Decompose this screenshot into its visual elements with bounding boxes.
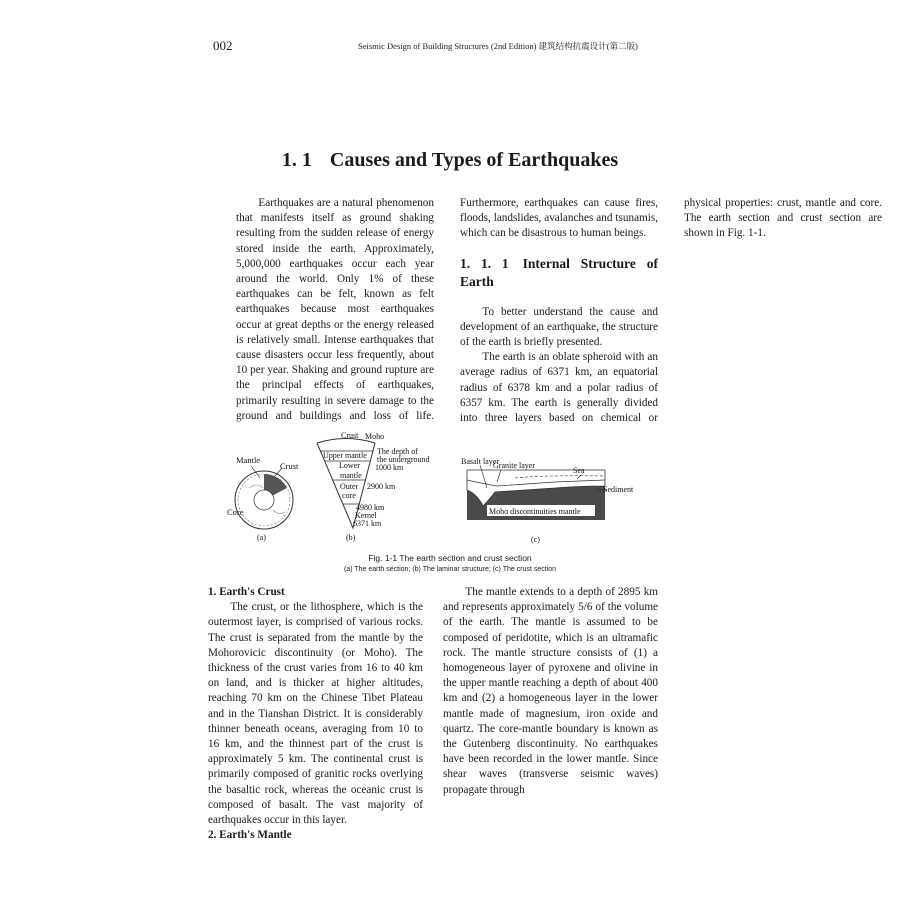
label-depth-1000: 1000 km	[375, 463, 404, 472]
label-sediment: Sediment	[603, 485, 634, 494]
panel-b-label: (b)	[346, 533, 356, 542]
section-title	[0, 149, 900, 172]
intro-paragraph: Earthquakes are a natural phenomenon that manifests itself as ground shaking resulting from the sudden release of energy stored inside the earth. Approximately, 5,000,000 earthquakes occur each year around the world. Only 1% of these earthquakes can be felt, known as felt earthquakes because most earthquakes occur at great depths or the energy released is relatively small. Intense earthquakes that cause disasters occur less frequently, about 10 per year. Shaking and ground rupture are the principal effects of earthquakes, primarily resulting in severe damage to the ground and buildings and loss of life. Furthermore, earthquakes can cause fires, floods, landslides, avalanches and tsunamis, which can be disastrous to human beings.	[236, 197, 658, 422]
label-lower-mantle-2: mantle	[340, 471, 362, 480]
upper-text-columns	[236, 196, 882, 428]
label-lower-mantle-1: Lower	[339, 461, 360, 470]
label-outer-core-2: core	[342, 491, 356, 500]
mantle-paragraph: The mantle extends to a depth of 2895 km and represents approximately 5/6 of the volume of the earth. The mantle is assumed to be composed of peridotite, which is an ultramafic rock. The mantle structure consists of (1) a homogeneous layer of pyroxene and olivine in the upper mantle reaching a depth of about 400 km and (2) a homogeneous layer in the lower mantle made of magnesium, iron oxide and quartz. The core-mantle boundary is known as the Gutenberg discontinuity. No earthquakes have been recorded in the lower mantle. Since shear waves (transverse seismic waves) propagate through	[443, 586, 658, 796]
panel-a-label: (a)	[257, 533, 266, 542]
label-upper-mantle: Upper mantle	[323, 451, 367, 460]
figure-caption: Fig. 1-1 The earth section and crust section	[368, 553, 532, 563]
panel-c-crust-section	[461, 457, 634, 544]
label-depth-2: the underground	[377, 455, 430, 464]
running-header: Seismic Design of Building Structures (2nd Edition) 建筑结构抗震设计(第二版)	[358, 41, 638, 51]
section-number: 1. 1	[281, 149, 312, 171]
subsection-number: 1. 1. 1	[460, 255, 509, 271]
label-depth-2900: 2900 km	[367, 482, 396, 491]
mantle-heading: 2. Earth's Mantle	[208, 829, 292, 842]
label-basalt: Basalt layer	[461, 457, 499, 466]
subsection-paragraph: To better understand the cause and development of an earthquake, the structure of the earth is briefly presented.	[460, 305, 658, 349]
panel-b-laminar-structure	[317, 431, 430, 542]
label-mantle: Mantle	[236, 455, 261, 465]
section-title-text: Causes and Types of Earthquakes	[329, 149, 619, 171]
page-number: 002	[213, 38, 233, 53]
label-depth-1: The depth of	[377, 447, 418, 456]
label-crust: Crust	[280, 461, 299, 471]
label-crust-b: Crust	[341, 431, 359, 440]
panel-c-label: (c)	[531, 535, 540, 544]
label-moho-b: Moho	[365, 432, 385, 441]
label-core: Core	[227, 507, 244, 517]
crust-heading: 1. Earth's Crust	[208, 586, 285, 598]
core-circle	[254, 490, 274, 510]
label-depth-4980: 4980 km	[356, 503, 385, 512]
lower-text-columns	[208, 585, 658, 847]
label-outer-core-1: Outer	[340, 482, 359, 491]
crust-paragraph: The crust, or the lithosphere, which is the outermost layer, is comprised of various rocks. The crust is separated from the mantle by the Mohorovicic discontinuity (or Moho). The thickness of the crust varies from 16 to 40 km on land, and is thicker at higher altitudes, reaching 70 km on the Chinese Tibet Plateau and in the Tianshan District. It is considerably thinner beneath oceans, averaging from 10 to 16 km, and the thinnest part of the crust is approximately 5 km. The continental crust is primarily composed of granitic rocks overlying the basaltic rock, whereas the oceanic crust is composed of basalt. The vast majority of earthquakes occur in this layer.	[208, 601, 423, 827]
label-depth-6371: 6371 km	[353, 519, 382, 528]
figure-subcaption: (a) The earth section; (b) The laminar structure; (c) The crust section	[343, 566, 557, 573]
label-sea: Sea	[573, 466, 585, 475]
label-granite: Granite layer	[493, 461, 535, 470]
panel-a-earth-section	[227, 455, 299, 542]
label-kernel: Kernel	[355, 511, 377, 520]
subsection-paragraph: The earth is an oblate spheroid with an average radius of 6371 km, an equatorial radius of 6378 km and a polar radius of 6357 km. The earth is generally divided into three layers based on chemical or physical properties: crust, mantle and core. The earth section and crust section are shown in Fig. 1-1.	[460, 197, 882, 425]
subsection-title-text: Internal Structure of Earth	[460, 255, 658, 289]
subsection-title	[460, 255, 658, 291]
label-moho-mantle: Moho discontinuities mantle	[489, 507, 581, 516]
